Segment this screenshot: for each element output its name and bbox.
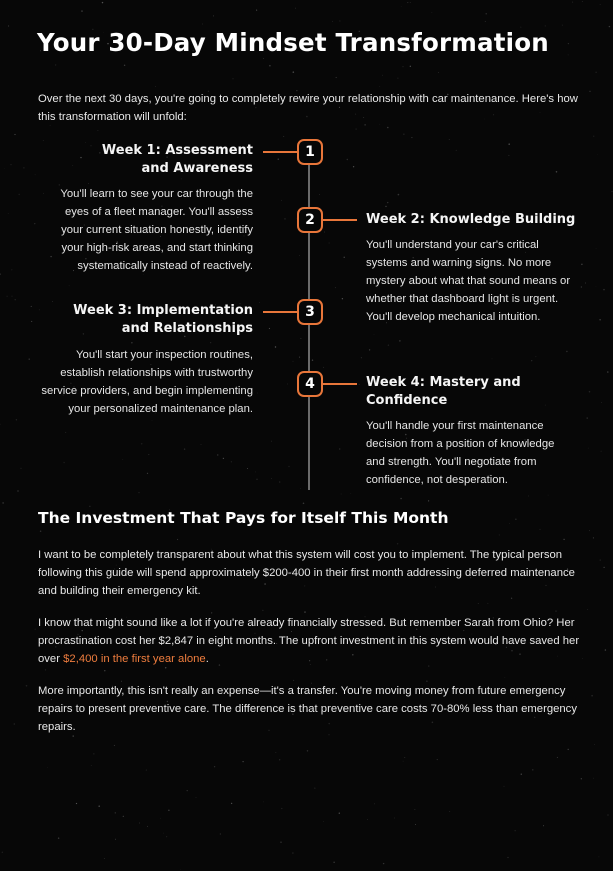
- speckle: [287, 384, 288, 385]
- speckle: [279, 759, 280, 760]
- speckle: [284, 218, 285, 219]
- speckle: [271, 478, 272, 479]
- speckle: [263, 802, 264, 803]
- speckle: [202, 24, 203, 25]
- speckle: [536, 356, 537, 357]
- week-4-connector: [323, 383, 357, 385]
- speckle: [403, 761, 404, 762]
- speckle: [528, 496, 529, 497]
- speckle: [115, 839, 116, 840]
- speckle: [332, 21, 333, 22]
- speckle: [269, 328, 270, 329]
- speckle: [114, 745, 115, 746]
- speckle: [18, 194, 20, 196]
- speckle: [335, 287, 336, 288]
- speckle: [196, 797, 197, 798]
- speckle: [505, 677, 506, 678]
- speckle: [152, 420, 153, 421]
- speckle: [271, 441, 272, 442]
- speckle: [280, 842, 281, 843]
- speckle: [374, 334, 375, 335]
- speckle: [138, 492, 139, 493]
- speckle: [122, 459, 123, 460]
- speckle: [148, 454, 149, 455]
- speckle: [588, 448, 589, 449]
- speckle: [407, 2, 408, 3]
- speckle: [543, 825, 544, 826]
- speckle: [283, 136, 284, 137]
- speckle: [147, 473, 148, 474]
- speckle: [323, 821, 324, 822]
- investment-paragraph-2-text: I know that might sound like a lot if you're already financially stressed. But remember Sarah from Ohio? Her procrastination cost her $2,847 in eight months. The upfront investment in this system would have saved her over: [38, 617, 580, 665]
- speckle: [432, 12, 433, 13]
- speckle: [492, 359, 493, 360]
- investment-paragraph-1: I want to be completely transparent about what this system will cost you to implement. The typical person following this guide will spend approximately $200-400 in their first month addressing deferred maintenance and building their emergency kit.: [38, 549, 575, 597]
- speckle: [382, 75, 383, 76]
- speckle: [404, 757, 405, 758]
- speckle: [45, 669, 46, 670]
- speckle: [594, 744, 595, 745]
- speckle: [31, 321, 32, 322]
- week-4-body: You'll handle your first maintenance decision from a position of knowledge and strength. You'll negotiate from confidence, not desperation.: [366, 420, 555, 486]
- speckle: [168, 810, 169, 811]
- speckle: [31, 306, 32, 307]
- speckle: [342, 298, 343, 299]
- speckle: [63, 462, 65, 464]
- speckle: [383, 863, 384, 864]
- speckle: [353, 166, 354, 167]
- week-2-connector: [323, 219, 357, 221]
- speckle: [410, 2, 411, 3]
- speckle: [509, 523, 510, 524]
- speckle: [449, 139, 450, 140]
- speckle: [187, 790, 188, 791]
- speckle: [232, 78, 233, 79]
- speckle: [220, 834, 221, 835]
- speckle: [8, 25, 9, 26]
- speckle: [562, 25, 563, 26]
- speckle: [292, 852, 294, 854]
- speckle: [279, 481, 281, 483]
- speckle: [499, 534, 500, 535]
- speckle: [609, 26, 610, 27]
- speckle: [160, 818, 161, 819]
- speckle: [356, 129, 357, 130]
- speckle: [47, 767, 48, 768]
- speckle: [593, 778, 594, 779]
- speckle: [123, 816, 124, 817]
- speckle: [600, 560, 601, 561]
- speckle: [43, 140, 44, 141]
- speckle: [531, 360, 532, 361]
- speckle: [12, 296, 13, 297]
- speckle: [76, 803, 77, 804]
- speckle: [341, 494, 342, 495]
- speckle: [402, 66, 403, 67]
- speckle: [545, 25, 546, 26]
- speckle: [598, 856, 599, 857]
- week-3-marker: 3: [297, 299, 323, 325]
- speckle: [155, 86, 156, 87]
- speckle: [300, 488, 301, 489]
- week-1-title: Week 1: Assessment and Awareness: [101, 143, 253, 176]
- speckle: [401, 6, 402, 7]
- speckle: [102, 2, 103, 3]
- speckle: [34, 223, 35, 224]
- speckle: [339, 448, 340, 449]
- speckle: [599, 319, 600, 320]
- speckle: [568, 43, 569, 44]
- speckle: [93, 753, 94, 754]
- speckle: [388, 344, 389, 345]
- speckle: [333, 862, 334, 863]
- investment-paragraph-2: [38, 614, 583, 668]
- speckle: [585, 282, 586, 283]
- speckle: [394, 818, 395, 819]
- speckle: [293, 71, 295, 73]
- speckle: [269, 65, 271, 67]
- speckle: [399, 340, 400, 341]
- speckle: [323, 367, 324, 368]
- speckle: [213, 15, 214, 16]
- speckle: [403, 134, 404, 135]
- speckle: [369, 349, 370, 350]
- speckle: [26, 685, 28, 687]
- speckle: [98, 805, 100, 807]
- speckle: [515, 830, 516, 831]
- speckle: [104, 858, 105, 859]
- speckle: [97, 130, 98, 131]
- speckle: [147, 826, 148, 827]
- speckle: [359, 384, 360, 385]
- speckle: [601, 402, 602, 403]
- speckle: [293, 680, 294, 681]
- week-4-title: Week 4: Mastery and Confidence: [366, 375, 521, 408]
- speckle: [20, 468, 21, 469]
- speckle: [589, 91, 590, 92]
- speckle: [257, 393, 258, 394]
- speckle: [410, 66, 411, 67]
- speckle: [89, 506, 90, 507]
- speckle: [247, 468, 248, 469]
- speckle: [582, 1, 583, 2]
- speckle: [438, 72, 439, 73]
- speckle: [568, 749, 569, 750]
- speckle: [587, 609, 588, 610]
- speckle: [81, 10, 82, 11]
- speckle: [295, 8, 296, 9]
- speckle: [572, 2, 573, 3]
- speckle: [607, 371, 609, 373]
- speckle: [563, 539, 564, 540]
- savings-highlight: $2,400 in the first year alone: [63, 653, 206, 665]
- speckle: [281, 200, 282, 201]
- speckle: [589, 530, 590, 531]
- speckle: [231, 803, 232, 804]
- speckle: [259, 302, 260, 303]
- speckle: [91, 765, 92, 766]
- speckle: [367, 819, 368, 820]
- speckle: [507, 857, 508, 858]
- investment-paragraph-2-end: .: [205, 653, 209, 665]
- speckle: [344, 257, 345, 258]
- speckle: [58, 837, 59, 838]
- speckle: [29, 358, 30, 359]
- speckle: [397, 543, 398, 544]
- speckle: [275, 346, 276, 347]
- speckle: [595, 72, 596, 73]
- speckle: [374, 804, 375, 805]
- speckle: [304, 611, 305, 612]
- speckle: [201, 444, 202, 445]
- speckle: [605, 649, 607, 651]
- week-3-title: Week 3: Implementation and Relationships: [73, 303, 253, 336]
- speckle: [263, 58, 264, 59]
- speckle: [593, 136, 594, 137]
- speckle: [65, 432, 66, 433]
- speckle: [15, 299, 16, 300]
- speckle: [10, 164, 11, 165]
- speckle: [6, 296, 7, 297]
- speckle: [600, 4, 601, 5]
- speckle: [124, 65, 125, 66]
- week-2-marker: 2: [297, 207, 323, 233]
- speckle: [184, 448, 185, 449]
- speckle: [0, 273, 1, 274]
- speckle: [593, 537, 594, 538]
- speckle: [428, 500, 429, 501]
- speckle: [35, 174, 36, 175]
- speckle: [488, 603, 489, 604]
- speckle: [387, 202, 388, 203]
- speckle: [566, 351, 567, 352]
- week-2-title: Week 2: Knowledge Building: [366, 212, 576, 227]
- speckle: [17, 490, 18, 491]
- speckle: [262, 610, 263, 611]
- speckle: [180, 869, 181, 870]
- speckle: [181, 179, 182, 180]
- speckle: [398, 194, 400, 196]
- speckle: [449, 811, 450, 812]
- speckle: [55, 64, 56, 65]
- speckle: [214, 766, 215, 767]
- speckle: [521, 774, 522, 775]
- week-4-marker: 4: [297, 371, 323, 397]
- investment-paragraph-3: More importantly, this isn't really an expense—it's a transfer. You're moving money from future emergency repairs to present preventive care. The difference is that preventive care costs 70-80% less than emergency repairs.: [38, 685, 577, 733]
- speckle: [581, 778, 582, 779]
- speckle: [339, 21, 340, 22]
- speckle: [329, 243, 330, 244]
- week-1-connector: [263, 151, 297, 153]
- speckle: [596, 248, 597, 249]
- speckle: [104, 670, 105, 671]
- speckle: [11, 269, 12, 270]
- speckle: [35, 629, 36, 630]
- speckle: [40, 530, 41, 531]
- speckle: [88, 183, 89, 184]
- speckle: [231, 461, 232, 462]
- speckle: [146, 770, 147, 771]
- week-2-body: You'll understand your car's critical systems and warning signs. No more mystery about what that sound means or whether that dashboard light is urgent. You'll develop mechanical intuition.: [366, 239, 571, 323]
- speckle: [139, 823, 140, 824]
- speckle: [0, 424, 1, 425]
- speckle: [324, 231, 325, 232]
- speckle: [293, 361, 294, 362]
- speckle: [486, 13, 487, 14]
- speckle: [69, 285, 70, 286]
- speckle: [336, 77, 337, 78]
- speckle: [2, 852, 3, 853]
- speckle: [411, 137, 412, 138]
- speckle: [141, 443, 143, 445]
- speckle: [223, 458, 224, 459]
- speckle: [397, 78, 398, 79]
- speckle: [607, 814, 608, 815]
- speckle: [415, 809, 416, 810]
- speckle: [2, 502, 3, 503]
- speckle: [568, 55, 569, 56]
- speckle: [8, 213, 9, 214]
- speckle: [603, 567, 604, 568]
- speckle: [39, 309, 40, 310]
- speckle: [14, 134, 15, 135]
- speckle: [163, 833, 164, 834]
- speckle: [478, 603, 479, 604]
- speckle: [14, 724, 15, 725]
- speckle: [596, 286, 597, 287]
- week-3-connector: [263, 311, 297, 313]
- speckle: [515, 519, 516, 520]
- speckle: [361, 357, 362, 358]
- speckle: [591, 695, 593, 697]
- speckle: [387, 127, 389, 129]
- speckle: [288, 466, 289, 467]
- speckle: [379, 86, 380, 87]
- speckle: [339, 813, 340, 814]
- speckle: [532, 769, 533, 770]
- week-1-marker: 1: [297, 139, 323, 165]
- speckle: [303, 503, 305, 505]
- speckle: [540, 529, 541, 530]
- speckle: [166, 836, 167, 837]
- speckle: [597, 154, 598, 155]
- speckle: [589, 391, 591, 393]
- speckle: [437, 759, 438, 760]
- speckle: [504, 786, 505, 787]
- speckle: [115, 812, 116, 813]
- week-1-body: You'll learn to see your car through the eyes of a fleet manager. You'll assess your current situation honestly, identify your high-risk areas, and start thinking systematically instead of reactively.: [60, 188, 253, 272]
- speckle: [23, 167, 24, 168]
- speckle: [4, 168, 5, 169]
- speckle: [255, 471, 256, 472]
- week-3-body: You'll start your inspection routines, establish relationships with trustworthy service providers, and begin implementing your personalized maintenance plan.: [41, 349, 253, 415]
- speckle: [385, 206, 386, 207]
- speckle: [307, 750, 308, 751]
- speckle: [587, 417, 588, 418]
- page-title: Your 30-Day Mindset Transformation: [37, 28, 549, 57]
- speckle: [300, 338, 301, 339]
- speckle: [556, 171, 558, 173]
- speckle: [603, 289, 605, 291]
- speckle: [456, 150, 457, 151]
- investment-heading: The Investment That Pays for Itself This Month: [38, 509, 449, 527]
- speckle: [508, 143, 510, 145]
- intro-paragraph: Over the next 30 days, you're going to completely rewire your relationship with car maintenance. Here's how this transformation will unfold:: [38, 93, 578, 123]
- speckle: [299, 255, 300, 256]
- speckle: [281, 808, 282, 809]
- speckle: [485, 21, 486, 22]
- speckle: [177, 539, 178, 540]
- speckle: [299, 357, 300, 358]
- speckle: [43, 193, 44, 194]
- speckle: [256, 479, 257, 480]
- speckle: [319, 194, 320, 195]
- speckle: [131, 342, 132, 343]
- speckle: [16, 419, 17, 420]
- speckle: [548, 495, 549, 496]
- speckle: [400, 498, 402, 500]
- speckle: [312, 360, 313, 361]
- speckle: [347, 159, 348, 160]
- speckle: [314, 787, 316, 789]
- speckle: [612, 191, 613, 192]
- speckle: [601, 451, 602, 452]
- speckle: [557, 757, 558, 758]
- speckle: [350, 493, 351, 494]
- speckle: [256, 10, 257, 11]
- speckle: [415, 824, 416, 825]
- speckle: [275, 752, 276, 753]
- speckle: [242, 761, 243, 762]
- speckle: [508, 155, 509, 156]
- speckle: [555, 610, 556, 611]
- speckle: [210, 342, 211, 343]
- speckle: [217, 454, 218, 455]
- speckle: [278, 158, 279, 159]
